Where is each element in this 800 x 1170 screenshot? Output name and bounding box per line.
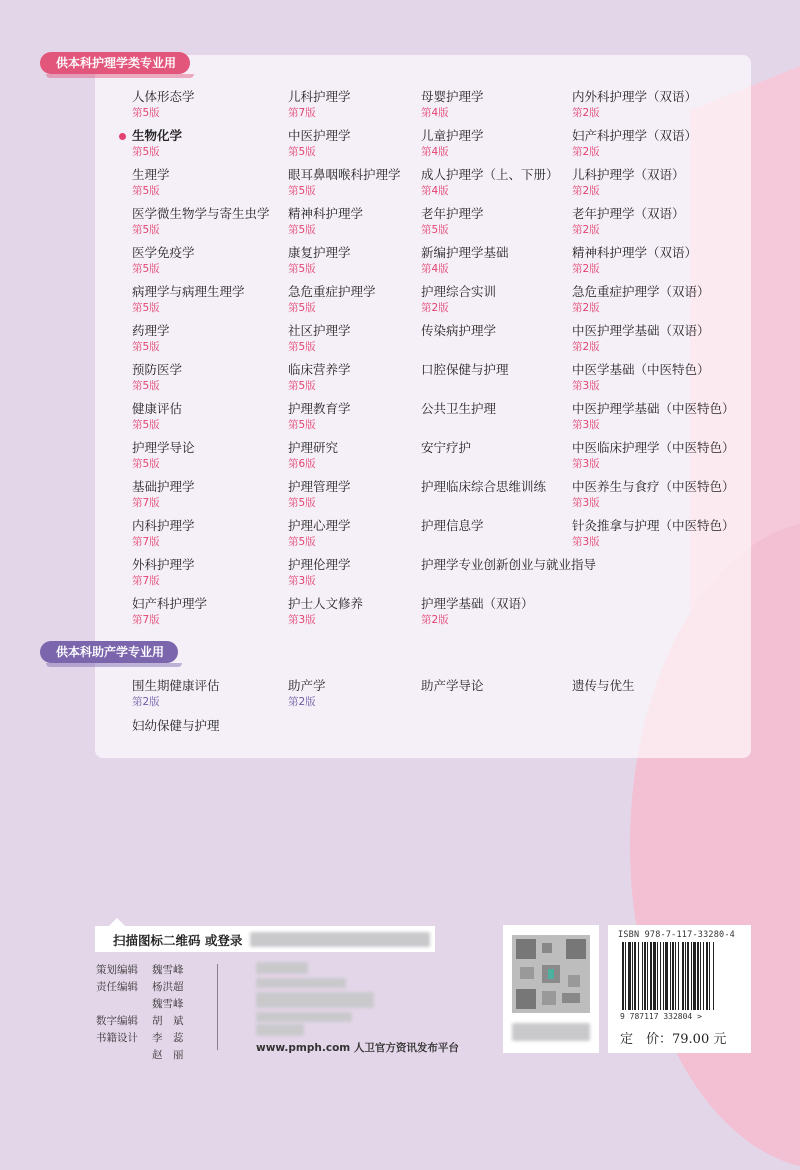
book-item — [288, 440, 338, 471]
book-title: 中医临床护理学（中医特色） — [572, 440, 735, 455]
book-title: 护士人文修养 — [288, 596, 364, 611]
book-item — [132, 128, 182, 159]
blurred-text — [256, 1024, 304, 1036]
book-edition: 第5版 — [132, 185, 160, 197]
book-edition: 第3版 — [572, 536, 600, 548]
book-title: 护理临床综合思维训练 — [421, 479, 547, 494]
book-item — [572, 284, 710, 315]
book-item — [421, 596, 534, 627]
credit-role — [96, 1047, 152, 1064]
book-edition: 第2版 — [288, 696, 316, 708]
book-title: 护理学基础（双语） — [421, 596, 534, 611]
credit-role — [96, 996, 152, 1013]
blurred-url — [250, 932, 430, 947]
book-title: 外科护理学 — [132, 557, 195, 572]
book-item — [288, 323, 351, 354]
book-item — [132, 89, 195, 120]
credit-row — [96, 962, 212, 979]
book-title: 护理伦理学 — [288, 557, 351, 572]
book-edition: 第2版 — [572, 341, 600, 353]
book-title: 传染病护理学 — [421, 323, 497, 338]
book-title: 急危重症护理学（双语） — [572, 284, 710, 299]
credits-list — [96, 962, 212, 1064]
book-item — [572, 362, 710, 393]
highlight-dot-icon — [119, 133, 126, 140]
book-edition: 第2版 — [572, 224, 600, 236]
book-title: 老年护理学（双语） — [572, 206, 685, 221]
book-edition: 第2版 — [572, 146, 600, 158]
book-title: 护理学导论 — [132, 440, 195, 455]
book-edition: 第2版 — [572, 302, 600, 314]
blurred-text — [256, 978, 346, 988]
qr-code-icon — [512, 935, 590, 1013]
book-title: 妇产科护理学 — [132, 596, 208, 611]
book-title: 中医护理学基础（双语） — [572, 323, 710, 338]
book-title: 围生期健康评估 — [132, 678, 220, 693]
book-title: 护理研究 — [288, 440, 339, 455]
credit-name: 杨洪超 — [152, 981, 184, 993]
credit-row — [96, 1047, 212, 1064]
book-edition: 第3版 — [572, 419, 600, 431]
book-edition: 第5版 — [288, 497, 316, 509]
book-item — [421, 362, 509, 378]
book-edition: 第2版 — [572, 185, 600, 197]
book-edition: 第7版 — [132, 614, 160, 626]
book-edition: 第5版 — [421, 224, 449, 236]
book-edition: 第2版 — [572, 107, 600, 119]
book-title: 临床营养学 — [288, 362, 351, 377]
credit-row — [96, 996, 212, 1013]
book-title: 儿科护理学（双语） — [572, 167, 685, 182]
book-title: 眼耳鼻咽喉科护理学 — [288, 167, 401, 182]
book-item — [132, 678, 220, 709]
book-edition: 第5版 — [288, 224, 316, 236]
scan-bar-notch — [109, 918, 125, 926]
credit-name: 胡 斌 — [152, 1015, 184, 1027]
book-item — [421, 284, 496, 315]
book-edition: 第5版 — [288, 380, 316, 392]
book-edition: 第5版 — [132, 224, 160, 236]
qr-code-card[interactable] — [503, 925, 599, 1053]
qr-caption-blurred — [512, 1023, 590, 1041]
book-item — [288, 284, 376, 315]
blurred-text — [256, 1012, 352, 1022]
book-title: 助产学 — [288, 678, 326, 693]
book-title: 老年护理学 — [421, 206, 484, 221]
book-item — [572, 206, 685, 237]
book-edition: 第5版 — [288, 419, 316, 431]
book-title: 成人护理学（上、下册） — [421, 167, 559, 182]
book-item — [572, 678, 635, 694]
book-edition: 第5版 — [288, 302, 316, 314]
book-item — [132, 440, 195, 471]
book-title: 妇幼保健与护理 — [132, 718, 220, 733]
book-title: 母婴护理学 — [421, 89, 484, 104]
book-title: 精神科护理学 — [288, 206, 364, 221]
credit-row — [96, 1030, 212, 1047]
book-title: 医学免疫学 — [132, 245, 195, 260]
book-title: 针灸推拿与护理（中医特色） — [572, 518, 735, 533]
book-title: 预防医学 — [132, 362, 183, 377]
book-title: 护理管理学 — [288, 479, 351, 494]
credit-role: 数字编辑 — [96, 1015, 138, 1027]
credit-role: 责任编辑 — [96, 981, 138, 993]
book-item — [288, 89, 351, 120]
book-item — [132, 518, 195, 549]
credit-name: 赵 丽 — [152, 1049, 184, 1061]
book-title: 护理信息学 — [421, 518, 484, 533]
book-item — [421, 518, 484, 534]
book-title: 内外科护理学（双语） — [572, 89, 698, 104]
book-edition: 第4版 — [421, 146, 449, 158]
book-edition: 第5版 — [288, 185, 316, 197]
book-item — [132, 245, 195, 276]
book-title: 精神科护理学（双语） — [572, 245, 698, 260]
book-item — [288, 167, 401, 198]
book-edition: 第5版 — [288, 536, 316, 548]
book-item — [288, 401, 351, 432]
book-item — [132, 401, 182, 432]
book-edition: 第5版 — [288, 341, 316, 353]
book-edition: 第7版 — [288, 107, 316, 119]
book-title: 护理心理学 — [288, 518, 351, 533]
book-item — [132, 323, 170, 354]
book-edition: 第5版 — [132, 380, 160, 392]
book-item — [572, 401, 735, 432]
price: 定 价：79.00 元 — [620, 1032, 727, 1047]
book-title: 助产学导论 — [421, 678, 484, 693]
book-item — [572, 167, 685, 198]
book-title: 生理学 — [132, 167, 170, 182]
book-title: 药理学 — [132, 323, 170, 338]
book-title: 中医护理学基础（中医特色） — [572, 401, 735, 416]
credit-role: 书籍设计 — [96, 1032, 138, 1044]
book-edition: 第3版 — [288, 575, 316, 587]
book-edition: 第6版 — [288, 458, 316, 470]
barcode-icon — [620, 942, 740, 1012]
book-title: 中医养生与食疗（中医特色） — [572, 479, 735, 494]
book-title: 护理综合实训 — [421, 284, 497, 299]
book-title: 新编护理学基础 — [421, 245, 509, 260]
book-edition: 第5版 — [132, 419, 160, 431]
book-item — [132, 206, 270, 237]
book-title: 生物化学 — [132, 128, 183, 143]
book-title: 社区护理学 — [288, 323, 351, 338]
book-edition: 第2版 — [132, 696, 160, 708]
book-title: 儿童护理学 — [421, 128, 484, 143]
book-item — [288, 678, 326, 709]
book-item — [572, 518, 735, 549]
credit-name: 魏雪峰 — [152, 998, 184, 1010]
book-item — [288, 596, 363, 627]
book-edition: 第2版 — [421, 614, 449, 626]
book-edition: 第7版 — [132, 575, 160, 587]
book-item — [132, 718, 220, 734]
book-item — [572, 479, 735, 510]
book-edition: 第5版 — [132, 341, 160, 353]
isbn-code: ISBN 978-7-117-33280-4 — [618, 930, 735, 940]
isbn-block — [608, 925, 751, 1053]
book-edition: 第4版 — [421, 263, 449, 275]
book-title: 健康评估 — [132, 401, 183, 416]
book-item — [421, 245, 509, 276]
nursing-section-tag: 供本科护理学类专业用 — [40, 52, 190, 74]
credits-divider — [217, 964, 218, 1050]
book-item — [132, 479, 195, 510]
credit-role: 策划编辑 — [96, 964, 138, 976]
book-title: 康复护理学 — [288, 245, 351, 260]
book-title: 护理学专业创新创业与就业指导 — [421, 557, 597, 572]
book-title: 医学微生物学与寄生虫学 — [132, 206, 270, 221]
book-edition: 第3版 — [572, 497, 600, 509]
book-title: 病理学与病理生理学 — [132, 284, 245, 299]
book-item — [421, 557, 596, 573]
credit-name: 魏雪峰 — [152, 964, 184, 976]
blurred-text — [256, 992, 374, 1008]
book-item — [421, 479, 546, 495]
book-item — [288, 362, 351, 393]
book-edition: 第5版 — [288, 146, 316, 158]
isbn-digits: 9 787117 332804 > — [620, 1012, 702, 1021]
book-item — [421, 678, 484, 694]
book-edition: 第4版 — [421, 185, 449, 197]
book-item — [288, 479, 351, 510]
book-item — [288, 518, 351, 549]
book-edition: 第5版 — [132, 263, 160, 275]
book-item — [132, 557, 195, 588]
book-item — [288, 245, 351, 276]
book-edition: 第3版 — [572, 380, 600, 392]
publisher-website[interactable]: www.pmph.com 人卫官方资讯发布平台 — [256, 1042, 459, 1054]
book-edition: 第3版 — [572, 458, 600, 470]
book-edition: 第4版 — [421, 107, 449, 119]
book-title: 公共卫生护理 — [421, 401, 497, 416]
book-edition: 第5版 — [288, 263, 316, 275]
book-edition: 第5版 — [132, 146, 160, 158]
book-title: 中医护理学 — [288, 128, 351, 143]
book-edition: 第5版 — [132, 458, 160, 470]
book-title: 内科护理学 — [132, 518, 195, 533]
book-item — [572, 128, 697, 159]
book-item — [421, 323, 496, 339]
book-title: 妇产科护理学（双语） — [572, 128, 698, 143]
book-item — [421, 440, 471, 456]
credit-row — [96, 979, 212, 996]
book-edition: 第7版 — [132, 497, 160, 509]
book-item — [288, 206, 363, 237]
book-item — [421, 401, 496, 417]
book-edition: 第2版 — [421, 302, 449, 314]
book-edition: 第5版 — [132, 302, 160, 314]
book-item — [288, 557, 351, 588]
book-edition: 第2版 — [572, 263, 600, 275]
book-item — [132, 167, 170, 198]
book-item — [572, 440, 735, 471]
book-title: 基础护理学 — [132, 479, 195, 494]
book-item — [421, 128, 484, 159]
midwifery-section-tag: 供本科助产学专业用 — [40, 641, 178, 663]
book-title: 安宁疗护 — [421, 440, 472, 455]
book-item — [572, 245, 697, 276]
book-title: 护理教育学 — [288, 401, 351, 416]
book-edition: 第3版 — [288, 614, 316, 626]
book-edition: 第7版 — [132, 536, 160, 548]
scan-instruction-bar — [95, 926, 435, 952]
book-item — [132, 284, 245, 315]
book-item — [288, 128, 351, 159]
book-item — [421, 206, 484, 237]
book-item — [572, 89, 697, 120]
scan-label: 扫描图标二维码 或登录 — [113, 933, 243, 948]
book-item — [132, 362, 182, 393]
book-title: 中医学基础（中医特色） — [572, 362, 710, 377]
book-item — [572, 323, 710, 354]
book-title: 人体形态学 — [132, 89, 195, 104]
credit-name: 李 蕊 — [152, 1032, 184, 1044]
book-edition: 第5版 — [132, 107, 160, 119]
blurred-text — [256, 962, 308, 974]
book-item — [421, 89, 484, 120]
credit-row — [96, 1013, 212, 1030]
book-item — [132, 596, 207, 627]
book-title: 急危重症护理学 — [288, 284, 376, 299]
book-title: 儿科护理学 — [288, 89, 351, 104]
book-title: 口腔保健与护理 — [421, 362, 509, 377]
book-item — [421, 167, 559, 198]
book-title: 遗传与优生 — [572, 678, 635, 693]
